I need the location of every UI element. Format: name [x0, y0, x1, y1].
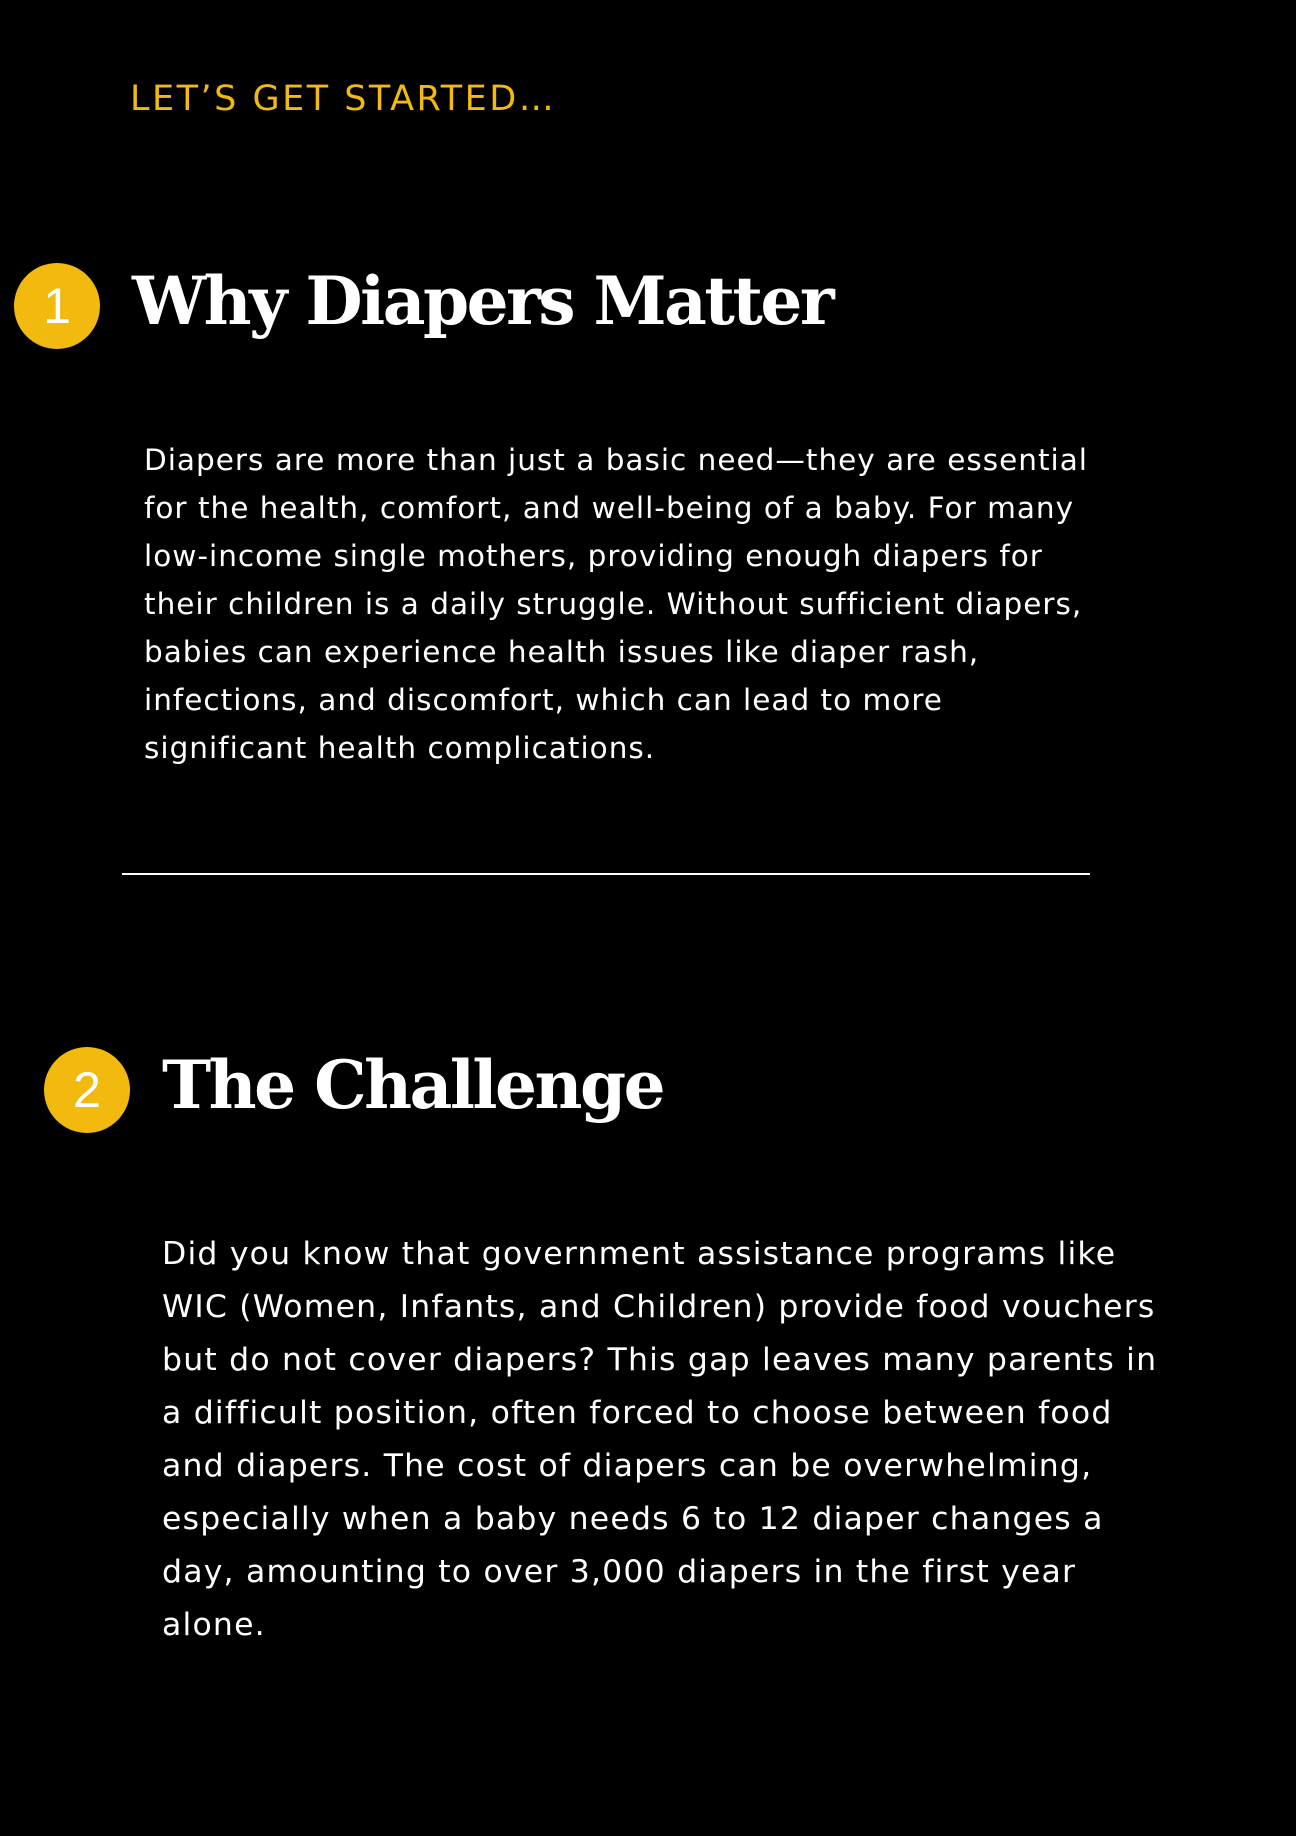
section-title: Why Diapers Matter [132, 262, 833, 340]
section-number-badge: 1 [14, 263, 100, 349]
section-title: The Challenge [162, 1046, 664, 1124]
section-body-text: Did you know that government assistance programs like WIC (Women, Infants, and Children) provide food vouchers but do not cover diapers? This gap leaves many parents in a difficult position, often forced to choose between food and diapers. The cost of diapers can be overwhelming, especially when a baby needs 6 to 12 diaper changes a day, amounting to over 3,000 diapers in the first year alone. [162, 1236, 1158, 1643]
eyebrow-heading: LET’S GET STARTED… [130, 79, 557, 119]
section-divider [122, 873, 1090, 875]
section-number-badge: 2 [44, 1047, 130, 1133]
section-body-text: Diapers are more than just a basic need—they are essential for the health, comfort, and well-being of a baby. For many low-income single mothers, providing enough diapers for their children is a daily struggle. Without sufficient diapers, babies can experience health issues like diaper rash, infections, and discomfort, which can lead to more significant health complications. [144, 443, 1088, 765]
